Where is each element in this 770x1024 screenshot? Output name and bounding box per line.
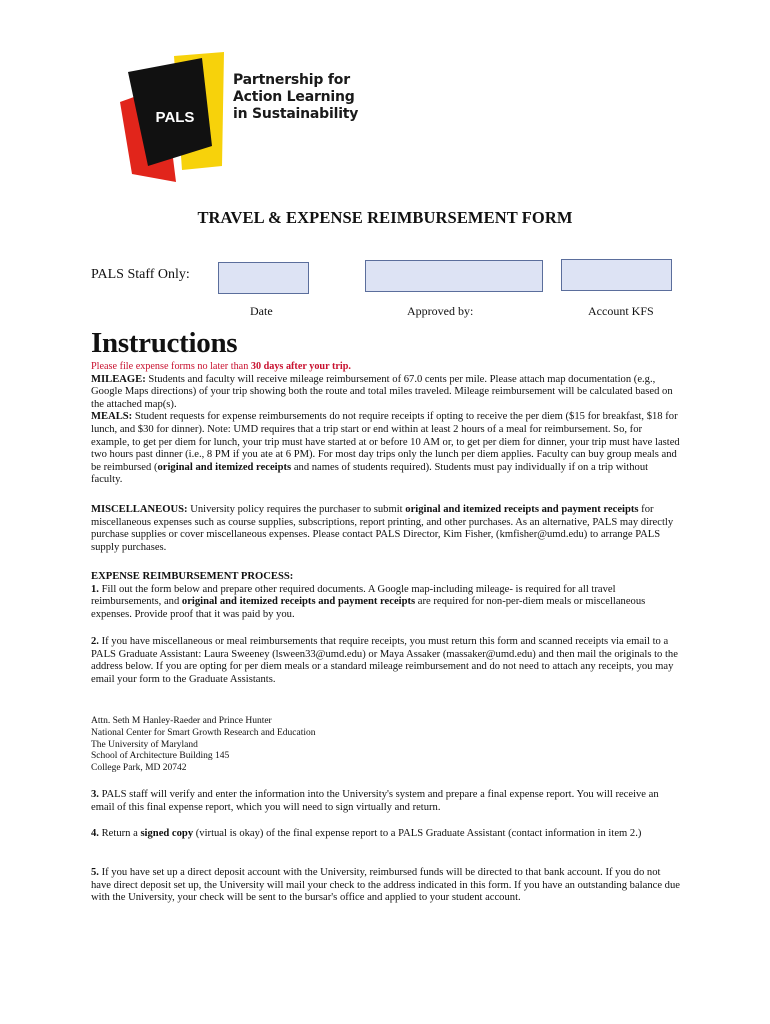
approved-by-caption: Approved by:: [407, 304, 474, 318]
logo-badge-text: PALS: [155, 109, 195, 126]
account-kfs-caption: Account KFS: [588, 304, 654, 318]
staff-only-label: PALS Staff Only:: [91, 267, 190, 282]
mileage-paragraph: MILEAGE: Students and faculty will receive mileage reimbursement of 67.0 cents per mile. Please attach map documentation (e.g., Google Maps directions) of your trip showing both the route and total miles traveled. Mileage reimbursement will be calculated based on the attached map(s).: [91, 373, 673, 410]
step-3: 3. PALS staff will verify and enter the information into the University's system and prepare a final expense report. You will receive an email of this final expense report, which you will need to sign virtually and return.: [91, 789, 659, 813]
logo-wordmark: [233, 72, 358, 123]
process-block: [91, 571, 681, 621]
deadline-note: Please file expense forms no later than 30 days after your trip.: [91, 361, 351, 372]
address-line: School of Architecture Building 145: [91, 751, 230, 762]
address-line: College Park, MD 20742: [91, 763, 187, 774]
address-line: National Center for Smart Growth Research and Education: [91, 727, 316, 738]
step-5: 5. If you have set up a direct deposit account with the University, reimbursed funds will be directed to that bank account. If you do not have direct deposit set up, the University will mail your check to the address indicated in this form. If you have an outstanding balance due with the University, your check will be sent to the bursar's office and applied to your student account.: [91, 867, 680, 904]
approved-by-field[interactable]: [365, 260, 543, 292]
step-4: 4. Return a signed copy (virtual is okay) of the final expense report to a PALS Graduate Assistant (contact information in item 2.): [91, 828, 642, 839]
date-field[interactable]: [218, 262, 309, 294]
logo-line-1: Partnership for: [233, 72, 350, 88]
meals-paragraph: MEALS: Student requests for expense reimbursements do not require receipts if opting to receive the per diem ($15 for breakfast, $18 for lunch, and $30 for dinner). Note: UMD requires that a trip start or end within at least 2 hours of a meal for reimbursement. So, for example, to get per diem for lunch, your trip must have started at or before 10 AM or, to get per diem for dinner, your trip must have lasted two hours past dinner (i.e., 8 PM if you ate at 6 PM). For most day trips only the lunch per diem applies. Faculty can buy group meals and be reimbursed (original and itemized receipts and names of students required). Students must pay individually if on a trip without faculty.: [91, 411, 680, 486]
process-heading: EXPENSE REIMBURSEMENT PROCESS:: [91, 571, 294, 582]
logo-line-3: in Sustainability: [233, 106, 359, 122]
policy-block: [91, 361, 681, 487]
date-caption: Date: [250, 304, 273, 318]
misc-paragraph: MISCELLANEOUS: University policy requires the purchaser to submit original and itemized receipts and payment receipts for miscellaneous expenses such as course supplies, subscriptions, report printing, and other purchases. As an alternative, PALS may directly purchase supplies or cover miscellaneous expenses. Please contact PALS Director, Kim Fisher, (kmfisher@umd.edu) to arrange PALS supply purchases.: [91, 504, 674, 553]
mailing-address: [91, 716, 681, 775]
address-line: Attn. Seth M Hanley-Raeder and Prince Hunter: [91, 716, 272, 726]
form-title: TRAVEL & EXPENSE REIMBURSEMENT FORM: [197, 208, 573, 227]
address-line: The University of Maryland: [91, 739, 198, 750]
step-2: 2. If you have miscellaneous or meal reimbursements that require receipts, you must return this form and scanned receipts via email to a PALS Graduate Assistant: Laura Sweeney (lsween33@umd.edu) or Maya Assaker (massaker@umd.edu) and then mail the originals to the address below. If you are opting for per diem meals or a standard mileage reimbursement and do not need to attach any receipts, you may email your form to the Graduate Assistants.: [91, 636, 678, 685]
step-1: 1. Fill out the form below and prepare other required documents. A Google map-including mileage- is required for all travel reimbursements, and original and itemized receipts and payment receipts are required for non-per-diem meals or miscellaneous expenses. Provide proof that it was paid by you.: [91, 583, 646, 620]
instructions-heading: Instructions: [91, 327, 238, 359]
account-kfs-field[interactable]: [561, 259, 672, 291]
logo-line-2: Action Learning: [233, 89, 355, 105]
